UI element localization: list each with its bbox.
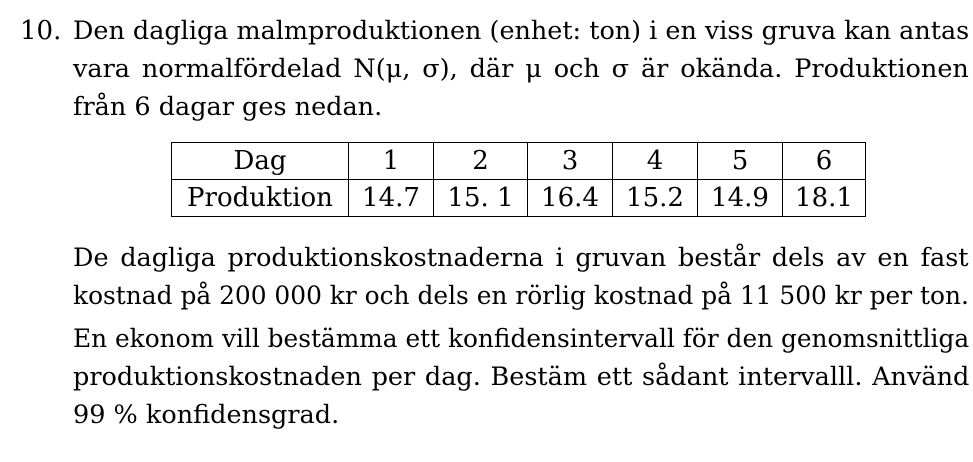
intro-line: från 6 dagar ges nedan. (73, 92, 383, 122)
cost-paragraph (73, 239, 969, 315)
cost-line: De dagliga produktionskostnaderna i gruvan består dels av en fast (73, 243, 969, 273)
question-line: En ekonom vill bestämma ett konfidensintervall för den genomsnittliga (73, 324, 970, 354)
table-cell-day: 4 (613, 143, 698, 180)
problem-number: 10. (20, 16, 62, 46)
table-cell-day: 6 (783, 143, 866, 180)
table-cell-value: 14.9 (698, 180, 783, 217)
table-header-label: Dag (172, 143, 349, 180)
production-table (171, 142, 866, 217)
table-cell-day: 5 (698, 143, 783, 180)
question-line: produktionskostnaden per dag. Bestäm ett sådant intervalll. Använd (73, 362, 970, 392)
table-cell-day: 1 (349, 143, 434, 180)
question-paragraph (73, 320, 969, 434)
table-cell-value: 18.1 (783, 180, 866, 217)
table-cell-value: 15. 1 (434, 180, 528, 217)
table-row-days (172, 143, 866, 180)
table-cell-value: 16.4 (528, 180, 613, 217)
table-cell-day: 2 (434, 143, 528, 180)
table-cell-value: 15.2 (613, 180, 698, 217)
intro-paragraph (73, 12, 969, 126)
intro-line: vara normalfördelad N(μ, σ), där μ och σ är okända. Produktionen (73, 54, 969, 84)
question-line: 99 % konfidensgrad. (73, 400, 340, 430)
intro-line: Den dagliga malmproduktionen (enhet: ton) i en viss gruva kan antas (73, 16, 970, 46)
table-cell-day: 3 (528, 143, 613, 180)
table-cell-value: 14.7 (349, 180, 434, 217)
table-row-production (172, 180, 866, 217)
cost-line: kostnad på 200 000 kr och dels en rörlig kostnad på 11 500 kr per ton. (73, 281, 969, 311)
table-row-label: Produktion (172, 180, 349, 217)
